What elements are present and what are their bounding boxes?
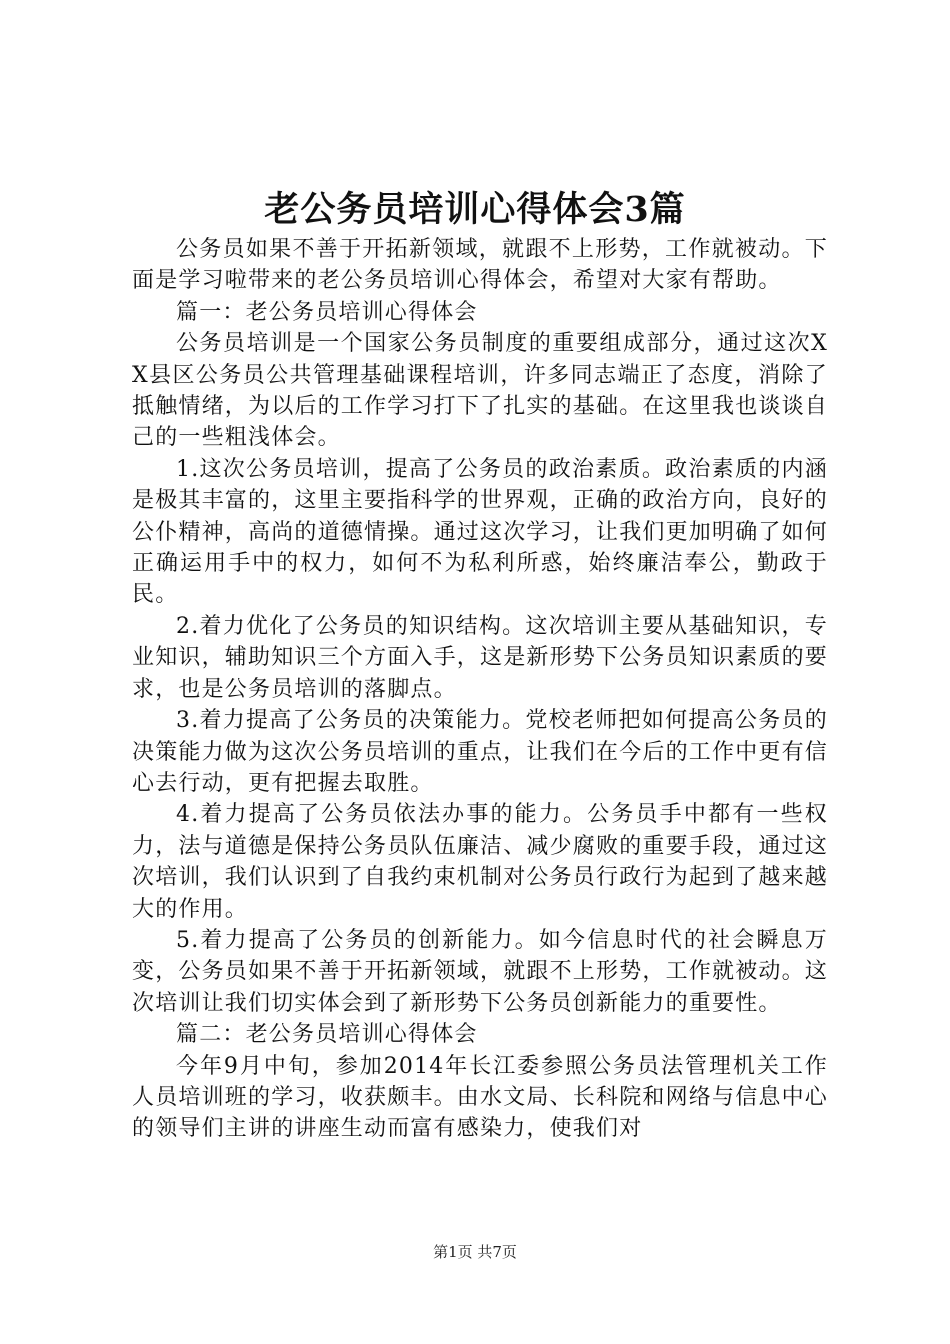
paragraph: 公务员培训是一个国家公务员制度的重要组成部分，通过这次XX县区公务员公共管理基础课程培训，许多同志端正了态度，消除了抵触情绪，为以后的工作学习打下了扎实的基础。在这里我也谈谈自己的一些粗浅体会。: [132, 331, 829, 451]
document-title: 老公务员培训心得体会3篇: [264, 189, 686, 230]
section-heading-2: 篇二：老公务员培训心得体会: [176, 1022, 478, 1048]
paragraph-point-1: 1.这次公务员培训，提高了公务员的政治素质。政治素质的内涵是极其丰富的，这里主要指科学的世界观，正确的政治方向，良好的公仆精神，高尚的道德情操。通过这次学习，让我们更加明确了如何正确运用手中的权力，如何不为私利所惑，始终廉洁奉公，勤政于民。: [132, 456, 829, 608]
section-heading-1: 篇一：老公务员培训心得体会: [176, 299, 478, 325]
paragraph-point-4: 4.着力提高了公务员依法办事的能力。公务员手中都有一些权力，法与道德是保持公务员队伍廉洁、减少腐败的重要手段，通过这次培训，我们认识到了自我约束机制对公务员行政行为起到了越来越大的作用。: [132, 802, 829, 922]
paragraph: 今年9月中旬，参加2014年长江委参照公务员法管理机关工作人员培训班的学习，收获颇丰。由水文局、长科院和网络与信息中心的领导们主讲的讲座生动而富有感染力，使我们对: [132, 1053, 829, 1142]
paragraph-intro: 公务员如果不善于开拓新领域，就跟不上形势，工作就被动。下面是学习啦带来的老公务员培训心得体会，希望对大家有帮助。: [132, 237, 828, 294]
paragraph-point-2: 2.着力优化了公务员的知识结构。这次培训主要从基础知识，专业知识，辅助知识三个方面入手，这是新形势下公务员知识素质的要求，也是公务员培训的落脚点。: [132, 613, 829, 702]
document-body: [132, 234, 828, 1145]
paragraph-point-5: 5.着力提高了公务员的创新能力。如今信息时代的社会瞬息万变，公务员如果不善于开拓新领域，就跟不上形势，工作就被动。这次培训让我们切实体会到了新形势下公务员创新能力的重要性。: [132, 927, 829, 1016]
paragraph-point-3: 3.着力提高了公务员的决策能力。党校老师把如何提高公务员的决策能力做为这次公务员培训的重点，让我们在今后的工作中更有信心去行动，更有把握去取胜。: [132, 708, 829, 796]
page-footer: 第1页 共7页: [433, 1243, 517, 1261]
